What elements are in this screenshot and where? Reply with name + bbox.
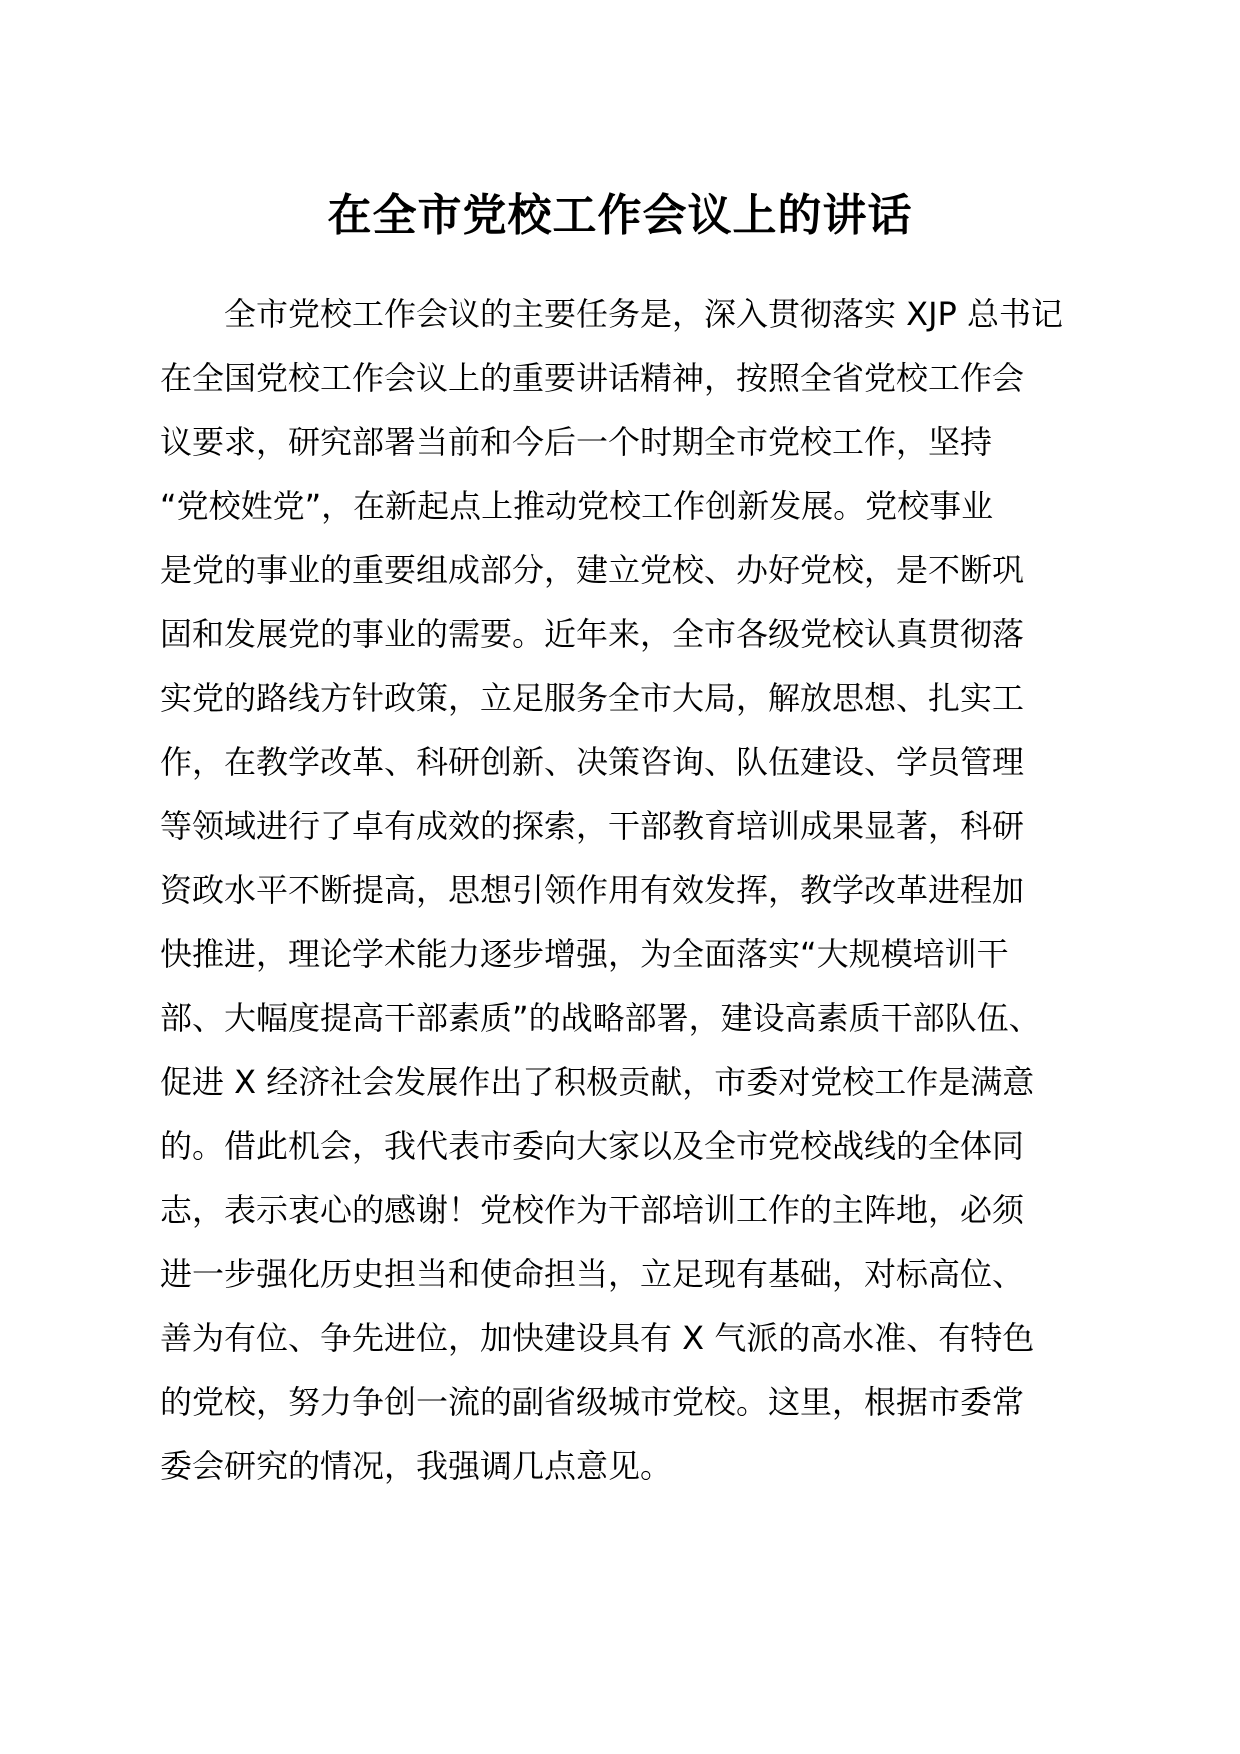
- document-title: 在全市党校工作会议上的讲话: [327, 190, 913, 241]
- body-line: 固和发展党的事业的需要。近年来，全市各级党校认真贯彻落: [160, 615, 1025, 653]
- body-line: “党校姓党”，在新起点上推动党校工作创新发展。党校事业: [160, 487, 994, 525]
- body-line: 全市党校工作会议的主要任务是，深入贯彻落实 XJP 总书记: [160, 295, 1064, 333]
- body-line: 等领域进行了卓有成效的探索，干部教育培训成果显著，科研: [160, 807, 1025, 845]
- body-line: 快推进，理论学术能力逐步增强，为全面落实“大规模培训干: [160, 935, 1009, 973]
- body-line: 资政水平不断提高，思想引领作用有效发挥，教学改革进程加: [160, 871, 1025, 909]
- body-line: 的。借此机会，我代表市委向大家以及全市党校战线的全体同: [160, 1127, 1025, 1165]
- document-body: [160, 282, 1100, 1498]
- body-line: 实党的路线方针政策，立足服务全市大局，解放思想、扎实工: [160, 679, 1025, 717]
- body-line: 是党的事业的重要组成部分，建立党校、办好党校，是不断巩: [160, 551, 1025, 589]
- body-line: 作，在教学改革、科研创新、决策咨询、队伍建设、学员管理: [160, 743, 1025, 781]
- body-line: 的党校，努力争创一流的副省级城市党校。这里，根据市委常: [160, 1383, 1025, 1421]
- body-line: 在全国党校工作会议上的重要讲话精神，按照全省党校工作会: [160, 359, 1025, 397]
- body-line: 进一步强化历史担当和使命担当，立足现有基础，对标高位、: [160, 1255, 1025, 1293]
- body-line: 促进 X 经济社会发展作出了积极贡献，市委对党校工作是满意: [160, 1063, 1035, 1101]
- body-line: 委会研究的情况，我强调几点意见。: [160, 1447, 673, 1485]
- body-line: 志，表示衷心的感谢！党校作为干部培训工作的主阵地，必须: [160, 1191, 1025, 1229]
- body-line: 善为有位、争先进位，加快建设具有 X 气派的高水准、有特色: [160, 1319, 1035, 1357]
- body-line: 部、大幅度提高干部素质”的战略部署，建设高素质干部队伍、: [160, 999, 1041, 1037]
- body-line: 议要求，研究部署当前和今后一个时期全市党校工作，坚持: [160, 423, 993, 461]
